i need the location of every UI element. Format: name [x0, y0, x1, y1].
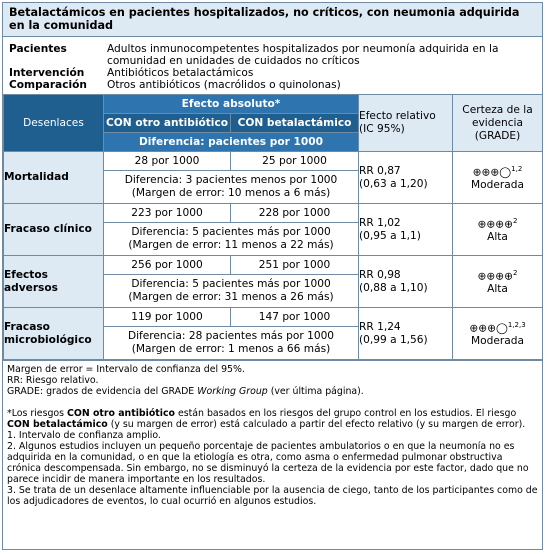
certainty-label: Alta [487, 231, 508, 244]
pico-value: Adultos inmunocompetentes hospitalizados por neumonía adquirida en la comunidad en unidades de cuidados no críticos [107, 43, 499, 67]
risk-without: 119 por 1000 [104, 308, 231, 327]
certainty-label: Moderada [471, 335, 524, 348]
certainty-cell [453, 204, 543, 256]
pico-value: Antibióticos betalactámicos [107, 67, 254, 79]
pico-value: Otros antibióticos (macrólidos o quinolonas) [107, 79, 341, 91]
relative-effect [359, 152, 453, 204]
rr-value: RR 0,98 [359, 268, 401, 281]
header-difference: Diferencia: pacientes por 1000 [104, 133, 359, 152]
difference-margin: (Margen de error: 1 menos a 66 más) [131, 343, 331, 355]
relative-effect [359, 256, 453, 308]
note-grade [7, 386, 538, 397]
risk-with: 251 por 1000 [231, 256, 359, 275]
note-margin: Margen de error = Intervalo de confianza del 95%. [7, 364, 245, 375]
risk-without: 28 por 1000 [104, 152, 231, 171]
header-certainty: Certeza de la evidencia (GRADE) [453, 95, 543, 152]
difference-text: Diferencia: 5 pacientes más por 1000 [131, 278, 331, 290]
certainty-symbols: ⊕⊕⊕◯ [469, 322, 508, 335]
rr-value: RR 1,24 [359, 320, 401, 333]
rr-ci: (0,63 a 1,20) [359, 177, 428, 190]
certainty-cell [453, 256, 543, 308]
pico-key: Intervención [9, 67, 85, 79]
difference-margin: (Margen de error: 10 menos a 6 más) [131, 187, 331, 199]
rr-value: RR 0,87 [359, 164, 401, 177]
header-outcomes: Desenlaces [4, 95, 104, 152]
header-without: CON otro antibiótico [104, 114, 231, 133]
note-star [7, 408, 538, 430]
note-1: 1. Intervalo de confianza amplio. [7, 430, 161, 441]
page-title: Betalactámicos en pacientes hospitalizados, no críticos, con neumonia adquirida en la comunidad [3, 3, 542, 37]
difference-text: Diferencia: 3 pacientes menos por 1000 [124, 174, 338, 186]
difference-margin: (Margen de error: 11 menos a 22 más) [128, 239, 334, 251]
difference-cell [104, 171, 359, 204]
summary-of-findings-box [2, 2, 543, 550]
pico-row-intervention [9, 67, 536, 79]
certainty-cell [453, 152, 543, 204]
certainty-notes: 1,2,3 [507, 320, 526, 329]
risk-with: 228 por 1000 [231, 204, 359, 223]
difference-cell [104, 223, 359, 256]
header-relative-effect: Efecto relativo (IC 95%) [359, 95, 453, 152]
certainty-cell [453, 308, 543, 360]
rr-value: RR 1,02 [359, 216, 401, 229]
note-star-bold1: CON otro antibiótico [67, 408, 175, 419]
certainty-notes: 2 [513, 268, 518, 277]
certainty-label: Moderada [471, 179, 524, 192]
certainty-symbols: ⊕⊕⊕⊕ [477, 218, 514, 231]
outcome-label: Fracaso clínico [4, 204, 104, 256]
note-grade-italic: Working Group [197, 386, 268, 397]
note-2: 2. Algunos estudios incluyen un pequeño porcentaje de pacientes ambulatorios o en que la neumonía no es adquirida en la comunidad, o en que la etiología es otra, como asma o enfermedad pulmonar obstructiva crónica descompensada. Sin embargo, no se disminuyó la certeza de la evidencia por este factor, dado que no parece incidir de manera importante en los resultados. [7, 441, 529, 485]
pico-row-comparison [9, 79, 536, 91]
risk-with: 25 por 1000 [231, 152, 359, 171]
outcome-label: Efectos adversos [4, 256, 104, 308]
pico-section [3, 37, 542, 94]
rr-ci: (0,99 a 1,56) [359, 333, 428, 346]
certainty-symbols: ⊕⊕⊕◯ [472, 166, 512, 179]
results-table [3, 94, 543, 360]
risk-without: 256 por 1000 [104, 256, 231, 275]
certainty-symbols: ⊕⊕⊕⊕ [477, 270, 514, 283]
footnotes [3, 360, 542, 510]
difference-text: Diferencia: 5 pacientes más por 1000 [131, 226, 331, 238]
risk-with: 147 por 1000 [231, 308, 359, 327]
header-with: CON betalactámico [231, 114, 359, 133]
difference-cell [104, 275, 359, 308]
note-star-bold2: CON betalactámico [7, 419, 108, 430]
header-absolute-effect: Efecto absoluto* [104, 95, 359, 114]
rr-ci: (0,95 a 1,1) [359, 229, 421, 242]
difference-margin: (Margen de error: 31 menos a 26 más) [128, 291, 334, 303]
relative-effect [359, 204, 453, 256]
rr-ci: (0,88 a 1,10) [359, 281, 428, 294]
certainty-notes: 2 [513, 216, 518, 225]
note-grade-prefix: GRADE: grados de evidencia del GRADE [7, 386, 198, 397]
note-star-3: (y su margen de error) está calculado a partir del efecto relativo (y su margen de error). [107, 419, 526, 430]
note-star-1: *Los riesgos [7, 408, 68, 419]
difference-text: Diferencia: 28 pacientes más por 1000 [127, 330, 335, 342]
pico-key: Pacientes [9, 43, 67, 55]
difference-cell [104, 327, 359, 360]
outcome-label: Fracaso microbiológico [4, 308, 104, 360]
certainty-notes: 1,2 [511, 164, 523, 173]
note-grade-suffix: (ver última página). [267, 386, 364, 397]
outcome-label: Mortalidad [4, 152, 104, 204]
note-star-2: están basados en los riesgos del grupo control en los estudios. El riesgo [174, 408, 517, 419]
certainty-label: Alta [487, 283, 508, 296]
note-rr: RR: Riesgo relativo. [7, 375, 99, 386]
risk-without: 223 por 1000 [104, 204, 231, 223]
relative-effect [359, 308, 453, 360]
note-3: 3. Se trata de un desenlace altamente influenciable por la ausencia de ciego, tanto de los participantes como de los adjudicadores de eventos, lo cual ocurrió en algunos estudios. [7, 485, 538, 507]
pico-row-patients [9, 43, 536, 67]
pico-key: Comparación [9, 79, 87, 91]
